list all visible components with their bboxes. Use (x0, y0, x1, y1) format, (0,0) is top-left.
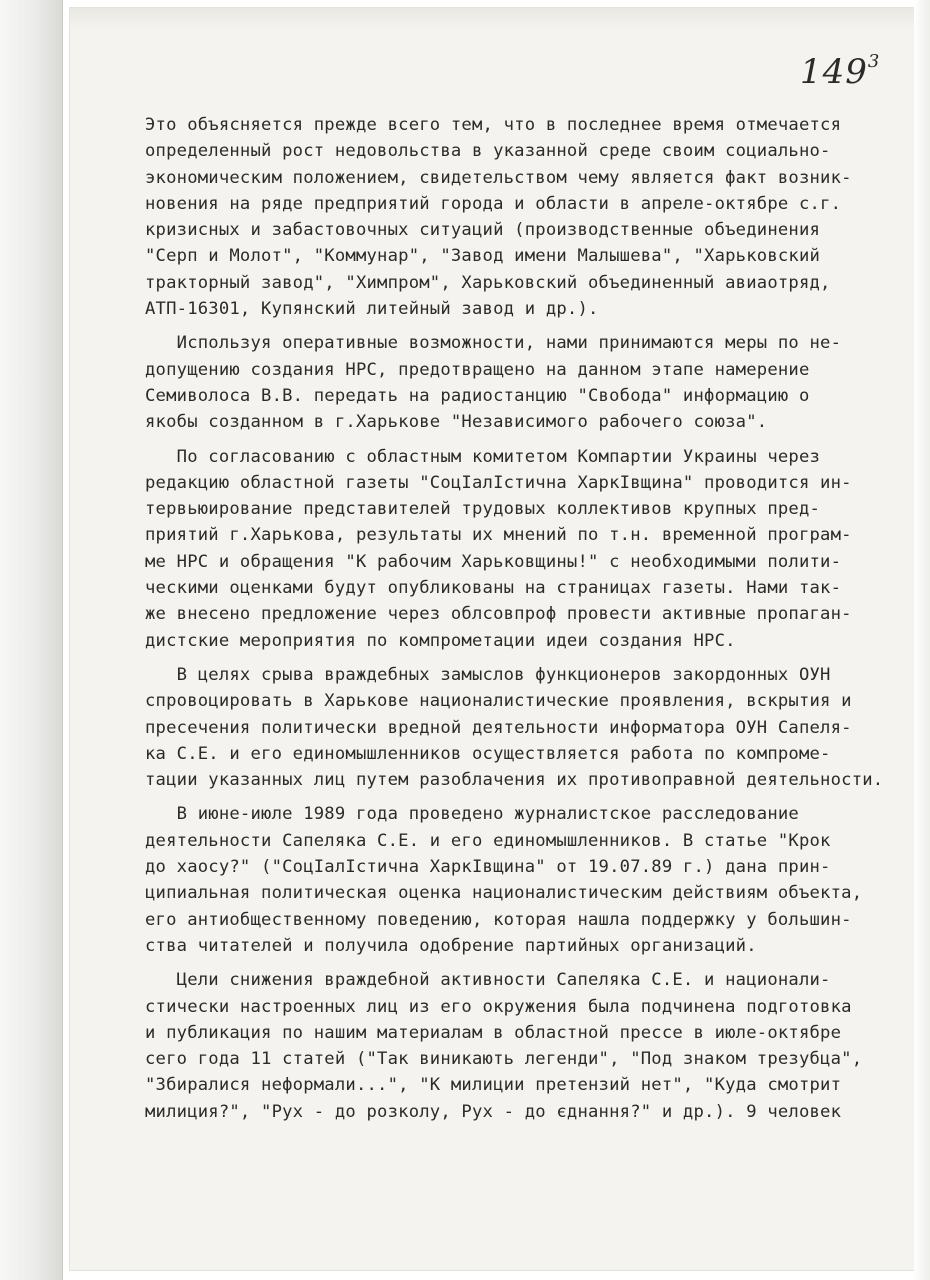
paragraph (145, 112, 905, 322)
text-line: ка С.Е. и его единомышленников осуществляется работа по компроме- (145, 743, 831, 764)
text-line: до хаосу?" ("СоцIалIстична ХаркIвщина" от 19.07.89 г.) дана прин- (145, 857, 831, 878)
text-line: АТП-16301, Купянский литейный завод и др.). (145, 299, 599, 320)
text-line: тракторный завод", "Химпром", Харьковский объединенный авиаотряд, (145, 272, 831, 293)
text-line: якобы созданном в г.Харькове "Независимого рабочего союза". (145, 412, 768, 433)
paragraph-gap (145, 322, 905, 330)
paragraph (145, 330, 905, 435)
text-line: милиция?", "Рух - до розколу, Рух - до єднання?" и др.). 9 человек (145, 1101, 842, 1122)
text-line: стически настроенных лиц из его окружения была подчинена подготовка (145, 996, 852, 1017)
page-top-shadow (70, 8, 914, 30)
text-line: пресечения политически вредной деятельности информатора ОУН Сапеля- (145, 717, 852, 738)
text-line: же внесено предложение через облсовпроф провести активные пропаган- (145, 604, 852, 625)
text-line: его антиобщественному поведению, которая нашла поддержку у большин- (145, 909, 852, 930)
text-line: В июне-июле 1989 года проведено журналистское расследование (145, 804, 799, 825)
text-line: "Збиралися неформали...", "К милиции претензий нет", "Куда смотрит (145, 1075, 842, 1096)
text-line: дистские мероприятия по компрометации идеи создания НРС. (145, 630, 736, 651)
text-line: определенный рост недовольства в указанной среде своим социально- (145, 141, 831, 162)
page-number-main: 149 (800, 52, 868, 92)
document-body (145, 112, 905, 1125)
text-line: новения на ряде предприятий города и области в апреле-октябре с.г. (145, 193, 842, 214)
text-line: кризисных и забастовочных ситуаций (производственные объединения (145, 220, 821, 241)
text-line: редакцию областной газеты "СоцIалIстична ХаркIвщина" проводится ин- (145, 472, 852, 493)
text-line: ческими оценками будут опубликованы на страницах газеты. Нами так- (145, 578, 842, 599)
paragraph-gap (145, 436, 905, 444)
paragraph (145, 444, 905, 654)
text-line: В целях срыва враждебных замыслов функционеров закордонных ОУН (145, 664, 831, 685)
binding-edge (0, 0, 63, 1280)
text-line: Семиволоса В.В. передать на радиостанцию "Свобода" информацию о (145, 385, 810, 406)
paragraph-gap (145, 959, 905, 967)
text-line: По согласованию с областным комитетом Компартии Украины через (145, 446, 821, 467)
text-line: Это объясняется прежде всего тем, что в последнее время отмечается (145, 115, 842, 135)
text-line: деятельности Сапеляка С.Е. и его единомышленников. В статье "Крок (145, 830, 831, 851)
page-number (800, 52, 880, 92)
text-line: экономическим положением, свидетельством чему является факт возник- (145, 167, 852, 188)
text-line: ципиальная политическая оценка националистическим действиям объекта, (145, 883, 863, 904)
text-line: тации указанных лиц путем разоблачения их противоправной деятельности. (145, 770, 884, 791)
text-line: Цели снижения враждебной активности Сапеляка С.Е. и национали- (145, 970, 831, 991)
page-number-sup: 3 (867, 50, 881, 72)
text-line: ме НРС и обращения "К рабочим Харьковщины!" с необходимыми полити- (145, 551, 842, 572)
paragraph (145, 662, 905, 793)
paragraph (145, 967, 905, 1125)
text-line: и публикация по нашим материалам в областной прессе в июле-октябре (145, 1022, 842, 1043)
text-line: ства читателей и получила одобрение партийных организаций. (145, 935, 757, 956)
text-line: "Серп и Молот", "Коммунар", "Завод имени Малышева", "Харьковский (145, 246, 821, 267)
paragraph-gap (145, 793, 905, 801)
paragraph-gap (145, 654, 905, 662)
text-line: Используя оперативные возможности, нами принимаются меры по не- (145, 333, 842, 354)
paragraph (145, 801, 905, 959)
text-line: сего года 11 статей ("Так виникають легенди", "Под знаком трезубца", (145, 1049, 863, 1070)
text-line: приятий г.Харькова, результаты их мнений по т.н. временной програм- (145, 525, 852, 546)
page-right-edge (914, 0, 930, 1280)
text-line: спровоцировать в Харькове националистические проявления, вскрытия и (145, 691, 852, 712)
text-line: тервьюирование представителей трудовых коллективов крупных пред- (145, 499, 821, 520)
text-line: допущению создания НРС, предотвращено на данном этапе намерение (145, 359, 810, 380)
